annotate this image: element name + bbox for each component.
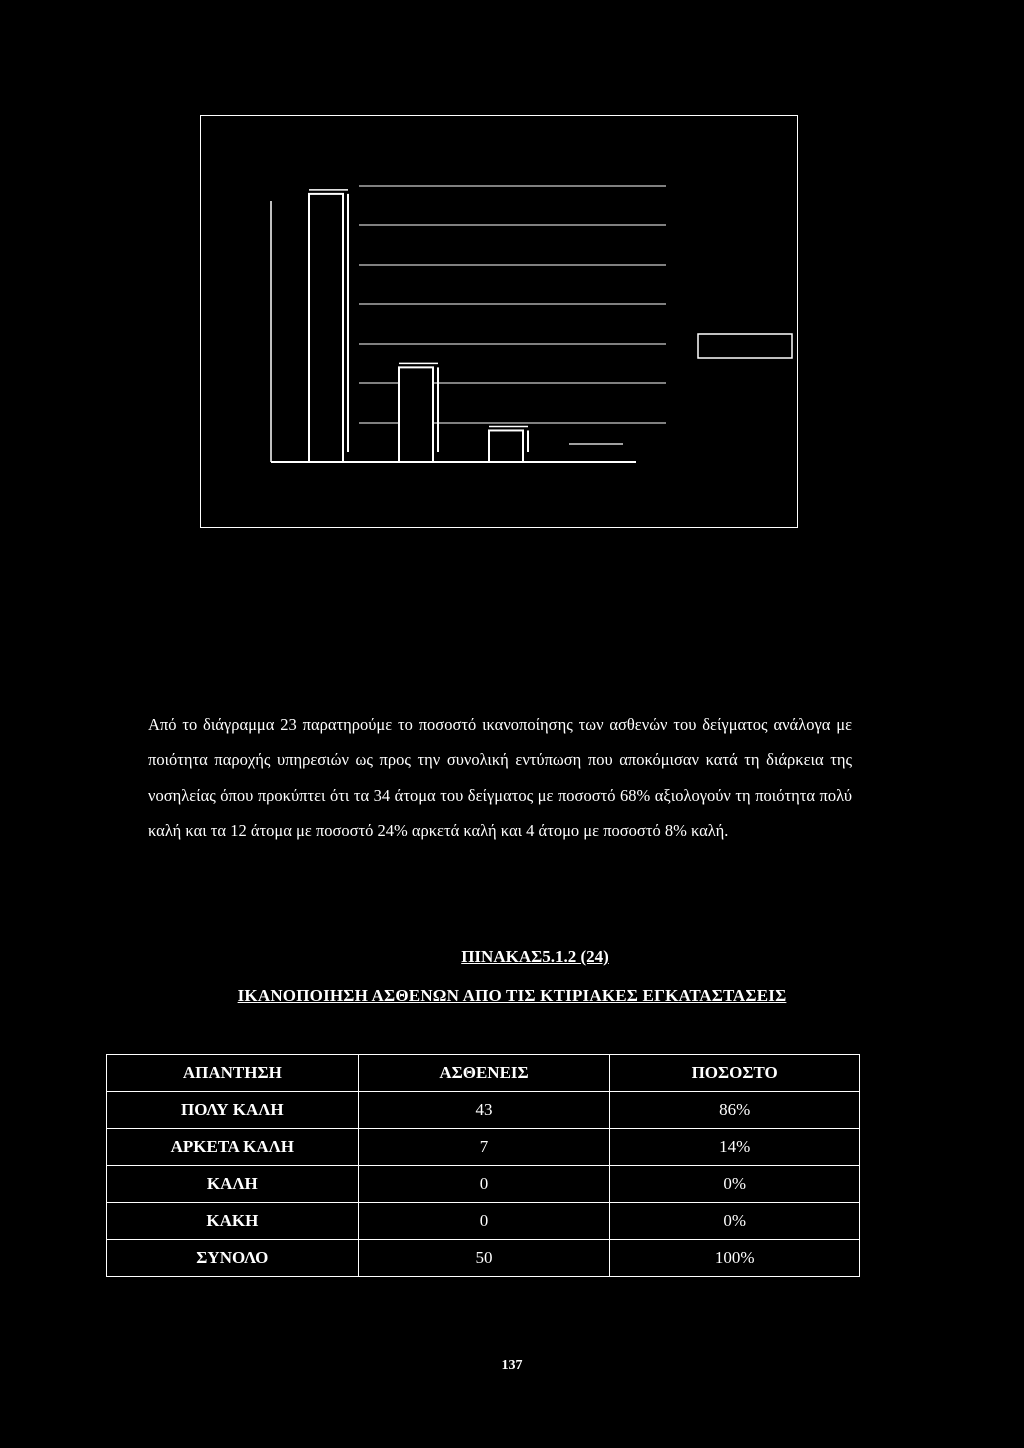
bar: [489, 430, 523, 462]
table-row: [107, 1092, 860, 1129]
analysis-paragraph: Από το διάγραμμα 23 παρατηρούμε το ποσοστό ικανοποίησης των ασθενών του δείγματος ανάλογα με ποιότητα παροχής υπηρεσιών ως προς την συνολική εντύπωση που αποκόμισαν κατά τη διάρκεια της νοσηλείας όπου προκύπτει ότι τα 34 άτομα του δείγματος με ποσοστό 68% αξιολογούν τη ποιότητα πολύ καλή και τα 12 άτομα με ποσοστό 24% αρκετά καλή και 4 άτομο με ποσοστό 8% καλή.: [148, 714, 852, 840]
bar: [309, 194, 343, 462]
table-row: [107, 1166, 860, 1203]
row-count: 0: [358, 1203, 610, 1240]
header-patients: ΑΣΘΕΝΕΙΣ: [358, 1055, 610, 1092]
total-label: ΣΥΝΟΛΟ: [107, 1240, 359, 1277]
table-row: [107, 1129, 860, 1166]
row-percent: 86%: [610, 1092, 860, 1129]
row-label: ΑΡΚΕΤΑ ΚΑΛΗ: [107, 1129, 359, 1166]
legend-box: [698, 334, 792, 358]
row-count: 43: [358, 1092, 610, 1129]
row-percent: 0%: [610, 1166, 860, 1203]
header-percentage: ΠΟΣΟΣΤΟ: [610, 1055, 860, 1092]
row-label: ΠΟΛΥ ΚΑΛΗ: [107, 1092, 359, 1129]
chart-frame: [200, 115, 798, 528]
bar: [399, 367, 433, 462]
table-row: [107, 1203, 860, 1240]
page-number: 137: [501, 1358, 523, 1373]
table-total-row: [107, 1240, 860, 1277]
table-title: ΙΚΑΝΟΠΟΙΗΣΗ ΑΣΘΕΝΩΝ ΑΠΟ ΤΙΣ ΚΤΙΡΙΑΚΕΣ ΕΓΚΑΤΑΣΤΑΣΕΙΣ: [237, 986, 787, 1005]
row-count: 7: [358, 1129, 610, 1166]
total-count: 50: [358, 1240, 610, 1277]
total-percent: 100%: [610, 1240, 860, 1277]
results-table: [106, 1054, 860, 1277]
row-percent: 0%: [610, 1203, 860, 1240]
table-number: ΠΙΝΑΚΑΣ5.1.2 (24): [461, 947, 609, 966]
row-label: ΚΑΛΗ: [107, 1166, 359, 1203]
row-count: 0: [358, 1166, 610, 1203]
bar-chart: [201, 116, 797, 527]
row-percent: 14%: [610, 1129, 860, 1166]
header-response: ΑΠΑΝΤΗΣΗ: [107, 1055, 359, 1092]
row-label: ΚΑΚΗ: [107, 1203, 359, 1240]
table-header-row: [107, 1055, 860, 1092]
